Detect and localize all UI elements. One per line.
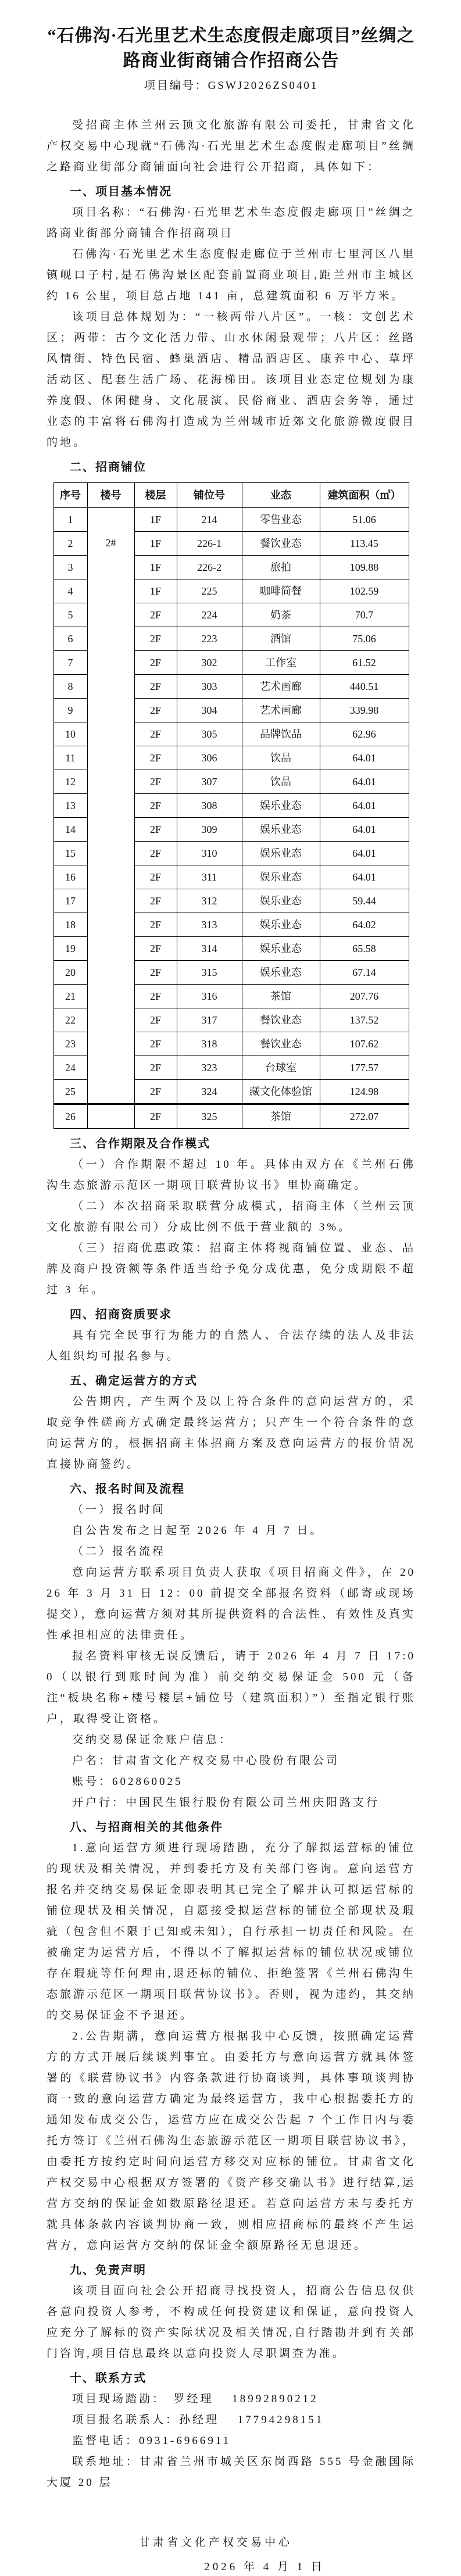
table-cell-area: 62.96 [320, 722, 409, 746]
table-cell-seq: 22 [53, 1008, 87, 1032]
paragraph: （二）本次招商采取联营分成模式，招商主体（兰州云顶文化旅游有限公司）分成比例不低于营业额的 3%。 [47, 1200, 416, 1233]
table-cell-floor: 2F [134, 770, 177, 794]
table-cell-area: 272.07 [320, 1104, 409, 1129]
paragraph: （三）招商优惠政策：招商主体将视商铺位置、业态、品牌及商户投资额等条件适当给予免分成优惠，免分成期限不超过 3 年。 [47, 1242, 416, 1296]
paragraph: 户名：甘肃省文化产权交易中心股份有限公司 [72, 1755, 340, 1767]
table-cell-business: 茶馆 [242, 985, 320, 1008]
table-cell-unit: 313 [177, 913, 242, 937]
table-cell-business: 藏文化体验馆 [242, 1080, 320, 1104]
table-cell-unit: 309 [177, 818, 242, 842]
table-cell-unit: 226-2 [177, 556, 242, 579]
table-cell-unit: 214 [177, 508, 242, 532]
table-cell-seq: 24 [53, 1056, 87, 1080]
table-cell-unit: 223 [177, 627, 242, 651]
table-cell-seq: 1 [53, 508, 87, 532]
table-cell-seq: 12 [53, 770, 87, 794]
table-cell-area: 59.44 [320, 889, 409, 913]
table-cell-floor: 2F [134, 889, 177, 913]
table-cell-business: 餐饮业态 [242, 532, 320, 556]
table-cell-area: 67.14 [320, 961, 409, 985]
table-cell-business: 工作室 [242, 651, 320, 675]
signature-block [47, 2534, 416, 2576]
shop-table [53, 482, 409, 1129]
paragraph: 该项目总体规划为：“一核两带八片区”。一核：文创艺术区；两带：古今文化活力带、山水休闲景观带；八片区：丝路风情街、特色民宿、蜂巢酒店、精品酒店区、康养中心、草坪活动区、配套生活广场、花海梯田。该项目业态定位规划为康养度假、休闲健身、文化展演、民俗商业、酒店会务等，通过业态的丰富将石佛沟打造成为兰州城市近郊文化旅游微度假目的地。 [47, 311, 416, 449]
table-cell-business: 娱乐业态 [242, 794, 320, 818]
paragraph: 公告期内，产生两个及以上符合条件的意向运营方的，采取竞争性磋商方式确定最终运营方；只产生一个符合条件的意向运营方的，根据招商主体招商方案及意向运营方的报价情况直接协商签约。 [47, 1396, 416, 1471]
table-cell-unit: 323 [177, 1056, 242, 1080]
paragraph: （二）报名流程 [72, 1545, 166, 1558]
paragraph: 开户行：中国民生银行股份有限公司兰州庆阳路支行 [72, 1797, 380, 1809]
table-cell-business: 艺术画廊 [242, 675, 320, 699]
table-cell-business: 餐饮业态 [242, 1008, 320, 1032]
table-cell-area: 64.01 [320, 865, 409, 889]
table-cell-business: 娱乐业态 [242, 961, 320, 985]
table-cell-unit: 310 [177, 842, 242, 865]
table-header-cell: 序号 [53, 483, 87, 508]
table-cell-unit: 225 [177, 579, 242, 603]
table-cell-area: 64.01 [320, 842, 409, 865]
table-cell-unit: 324 [177, 1080, 242, 1104]
table-cell-floor: 2F [134, 603, 177, 627]
table-cell-area: 75.06 [320, 627, 409, 651]
section-heading: 八、与招商相关的其他条件 [70, 1821, 223, 1834]
table-cell-seq: 20 [53, 961, 87, 985]
table-cell-area: 207.76 [320, 985, 409, 1008]
table-header-cell: 业态 [242, 483, 320, 508]
table-cell-floor: 2F [134, 1080, 177, 1104]
table-cell-seq: 18 [53, 913, 87, 937]
table-cell-business: 零售业态 [242, 508, 320, 532]
table-cell-floor: 2F [134, 1104, 177, 1129]
table-cell-area: 102.59 [320, 579, 409, 603]
paragraph: 该项目面向社会公开招商寻找投资人，招商公告信息仅供各意向投资人参考，不构成任何投资建议和保证，意向投资人应充分了解标的资产实际状况及相关情况,自行踏勘并到有关部门咨询,项目信息最终以意向投资人尽职调查为准。 [47, 2285, 416, 2360]
table-cell-unit: 315 [177, 961, 242, 985]
table-cell-unit: 311 [177, 865, 242, 889]
paragraph: 受招商主体兰州云顶文化旅游有限公司委托，甘肃省文化产权交易中心现就“石佛沟·石光里艺术生态度假走廊项目”丝绸之路商业街部分商铺面向社会进行公开招商，具体如下： [47, 119, 416, 173]
table-cell-area: 70.7 [320, 603, 409, 627]
project-number-value: GSWJ2026ZS0401 [208, 80, 319, 92]
section-heading: 十、联系方式 [70, 2372, 146, 2385]
table-cell-floor: 2F [134, 1008, 177, 1032]
table-cell-area: 51.06 [320, 508, 409, 532]
table-row [53, 508, 409, 532]
building-no-cell-empty [87, 1104, 134, 1129]
table-header-cell: 楼层 [134, 483, 177, 508]
table-cell-seq: 19 [53, 937, 87, 961]
table-cell-floor: 1F [134, 508, 177, 532]
table-cell-floor: 2F [134, 1056, 177, 1080]
table-cell-seq: 25 [53, 1080, 87, 1104]
table-cell-area: 137.52 [320, 1008, 409, 1032]
table-cell-floor: 1F [134, 532, 177, 556]
table-cell-floor: 2F [134, 985, 177, 1008]
table-cell-business: 品牌饮品 [242, 722, 320, 746]
paragraph: 项目报名联系人：孙经理 17794298151 [72, 2414, 324, 2426]
signature-date: 2026 年 4 月 1 日 [204, 2561, 325, 2573]
project-number-label: 项目编号： [144, 80, 208, 92]
project-number-line [47, 78, 416, 94]
table-cell-business: 娱乐业态 [242, 818, 320, 842]
building-no-cell: 2# [87, 508, 134, 1104]
table-cell-seq: 6 [53, 627, 87, 651]
section-heading: 一、项目基本情况 [70, 185, 172, 198]
table-cell-business: 娱乐业态 [242, 865, 320, 889]
signature-org: 甘肃省文化产权交易中心 [138, 2536, 292, 2549]
table-cell-seq: 17 [53, 889, 87, 913]
table-cell-seq: 21 [53, 985, 87, 1008]
paragraph: 联系地址：甘肃省兰州市城关区东岗西路 555 号金融国际大厦 20 层 [47, 2456, 416, 2489]
paragraph: （一）报名时间 [72, 1504, 166, 1516]
table-cell-floor: 2F [134, 818, 177, 842]
table-cell-seq: 5 [53, 603, 87, 627]
paragraph: 意向运营方联系项目负责人获取《项目招商文件》，在 2026 年 3 月 31 日 12：00 前提交全部报名资料（邮寄或现场提交），意向运营方须对其所提供资料的合法性、有效性及真实性承担相应的法律责任。 [47, 1566, 416, 1641]
section-heading: 六、报名时间及流程 [70, 1483, 185, 1495]
table-cell-unit: 224 [177, 603, 242, 627]
table-cell-unit: 312 [177, 889, 242, 913]
table-cell-area: 61.52 [320, 651, 409, 675]
table-cell-business: 艺术画廊 [242, 699, 320, 722]
table-cell-unit: 308 [177, 794, 242, 818]
table-cell-floor: 1F [134, 579, 177, 603]
paragraph: 报名资料审核无误反馈后，请于 2026 年 4 月 7 日 17:00（以银行到账时间为准）前交纳交易保证金 500 元（备注“板块名称+楼号楼层+铺位号（建筑面积）”）至指定银行账户，取得受让资格。 [47, 1650, 416, 1725]
table-cell-floor: 1F [134, 556, 177, 579]
table-cell-unit: 303 [177, 675, 242, 699]
table-cell-business: 娱乐业态 [242, 842, 320, 865]
table-cell-unit: 304 [177, 699, 242, 722]
paragraph: 石佛沟·石光里艺术生态度假走廊位于兰州市七里河区八里镇岘口子村,是石佛沟景区配套前置商业项目,距兰州市主城区约 16 公里，项目总占地 141 亩，总建筑面积 6 万平方米。 [47, 248, 416, 302]
table-cell-seq: 10 [53, 722, 87, 746]
table-cell-area: 64.01 [320, 794, 409, 818]
table-cell-business: 娱乐业态 [242, 913, 320, 937]
table-cell-unit: 306 [177, 746, 242, 770]
table-cell-unit: 317 [177, 1008, 242, 1032]
table-cell-seq: 3 [53, 556, 87, 579]
table-cell-area: 64.01 [320, 818, 409, 842]
table-header-cell: 铺位号 [177, 483, 242, 508]
table-cell-seq: 13 [53, 794, 87, 818]
table-cell-floor: 2F [134, 865, 177, 889]
paragraph: （一）合作期限不超过 10 年。具体由双方在《兰州石佛沟生态旅游示范区一期项目联营协议书》里协商确定。 [47, 1158, 416, 1192]
table-cell-area: 124.98 [320, 1080, 409, 1104]
table-cell-floor: 2F [134, 794, 177, 818]
section-heading: 五、确定运营方的方式 [70, 1375, 198, 1387]
table-cell-seq: 14 [53, 818, 87, 842]
table-cell-floor: 2F [134, 627, 177, 651]
table-cell-business: 茶馆 [242, 1104, 320, 1129]
paragraph: 自公告发布之日起至 2026 年 4 月 7 日。 [72, 1525, 324, 1537]
table-cell-seq: 7 [53, 651, 87, 675]
table-cell-area: 113.45 [320, 532, 409, 556]
table-cell-seq: 11 [53, 746, 87, 770]
table-cell-unit: 302 [177, 651, 242, 675]
table-cell-area: 177.57 [320, 1056, 409, 1080]
paragraph: 1.意向运营方须进行现场踏勘，充分了解拟运营标的铺位的现状及相关情况，并到委托方及有关部门咨询。意向运营方报名并交纳交易保证金即表明其已完全了解并认可拟运营标的铺位现状及相关情况，自愿接受拟运营标的铺位全部现状及瑕疵（包含但不限于已知或未知），自行承担一切责任和风险。在被确定为运营方后，不得以不了解拟运营标的铺位状况或铺位存在瑕疵等任何理由,退还标的铺位、拒绝签署《兰州石佛沟生态旅游示范区一期项目联营协议书》。否则，视为违约，其交纳的交易保证金不予退还。 [47, 1842, 416, 2022]
table-cell-business: 旅拍 [242, 556, 320, 579]
table-cell-seq: 9 [53, 699, 87, 722]
table-cell-seq: 15 [53, 842, 87, 865]
table-cell-floor: 2F [134, 722, 177, 746]
table-cell-area: 64.01 [320, 746, 409, 770]
table-cell-seq: 4 [53, 579, 87, 603]
table-cell-unit: 318 [177, 1032, 242, 1056]
table-cell-floor: 2F [134, 699, 177, 722]
paragraph: 交纳交易保证金账户信息： [72, 1734, 233, 1746]
table-cell-area: 339.98 [320, 699, 409, 722]
table-cell-seq: 26 [53, 1104, 87, 1129]
table-header-cell: 楼号 [87, 483, 134, 508]
table-cell-business: 台球室 [242, 1056, 320, 1080]
table-cell-floor: 2F [134, 842, 177, 865]
table-cell-seq: 23 [53, 1032, 87, 1056]
table-cell-unit: 226-1 [177, 532, 242, 556]
sections [47, 115, 416, 2493]
table-cell-floor: 2F [134, 651, 177, 675]
table-cell-seq: 2 [53, 532, 87, 556]
table-header-row [53, 483, 409, 508]
doc-title: “石佛沟·石光里艺术生态度假走廊项目”丝绸之路商业街商铺合作招商公告 [47, 26, 415, 70]
table-cell-business: 饮品 [242, 746, 320, 770]
table-cell-floor: 2F [134, 913, 177, 937]
table-cell-area: 109.88 [320, 556, 409, 579]
table-cell-business: 奶茶 [242, 603, 320, 627]
table-cell-area: 107.62 [320, 1032, 409, 1056]
table-cell-business: 娱乐业态 [242, 889, 320, 913]
table-cell-unit: 307 [177, 770, 242, 794]
table-row [53, 1104, 409, 1129]
table-header-cell: 建筑面积（㎡） [320, 483, 409, 508]
table-cell-business: 酒馆 [242, 627, 320, 651]
section-heading: 九、免责声明 [70, 2264, 146, 2277]
table-cell-business: 餐饮业态 [242, 1032, 320, 1056]
table-cell-floor: 2F [134, 675, 177, 699]
table-cell-seq: 16 [53, 865, 87, 889]
table-cell-unit: 305 [177, 722, 242, 746]
paragraph: 项目名称：“石佛沟·石光里艺术生态度假走廊项目”丝绸之路商业街部分商铺合作招商项目 [47, 206, 416, 239]
table-cell-area: 440.51 [320, 675, 409, 699]
table-cell-floor: 2F [134, 1032, 177, 1056]
paragraph: 2.公告期满，意向运营方根据我中心反馈，按照确定运营方的方式开展后续谈判事宜。由委托方与意向运营方就具体签署的《联营协议书》内容条款进行协商谈判，具体事项谈判协商一致的意向运营方确定为最终运营方，我中心根据委托方的通知发布成交公告，运营方应在成交公告起 7 个工作日内与委托方签订《兰州石佛沟生态旅游示范区一期项目联营协议书》，由委托方按约定时间向运营方移交对应标的铺位。甘肃省文化产权交易中心根据双方签署的《资产移交确认书》进行结算,运营方交纳的保证金如数原路径退还。若意向运营方未与委托方就具体条款内容谈判协商一致，则相应招商标的最终不产生运营方，意向运营方交纳的保证金全额原路径无息退还。 [47, 2030, 416, 2252]
section-heading: 三、合作期限及合作模式 [70, 1137, 210, 1150]
table-cell-unit: 325 [177, 1104, 242, 1129]
table-cell-unit: 314 [177, 937, 242, 961]
paragraph: 具有完全民事行为能力的自然人、合法存续的法人及非法人组织均可报名参与。 [47, 1329, 416, 1362]
paragraph: 账号：602860025 [72, 1776, 183, 1788]
table-cell-area: 64.01 [320, 770, 409, 794]
table-cell-business: 咖啡简餐 [242, 579, 320, 603]
table-cell-business: 饮品 [242, 770, 320, 794]
table-cell-area: 64.02 [320, 913, 409, 937]
table-cell-area: 65.58 [320, 937, 409, 961]
table-cell-business: 娱乐业态 [242, 937, 320, 961]
table-cell-floor: 2F [134, 937, 177, 961]
table-cell-floor: 2F [134, 746, 177, 770]
section-heading: 二、招商铺位 [70, 461, 146, 474]
section-heading: 四、招商资质要求 [70, 1308, 172, 1321]
table-cell-seq: 8 [53, 675, 87, 699]
table-cell-unit: 316 [177, 985, 242, 1008]
paragraph: 项目现场踏勘： 罗经理 18992890212 [72, 2393, 319, 2405]
paragraph: 监督电话：0931-6966911 [72, 2435, 231, 2447]
table-cell-floor: 2F [134, 961, 177, 985]
